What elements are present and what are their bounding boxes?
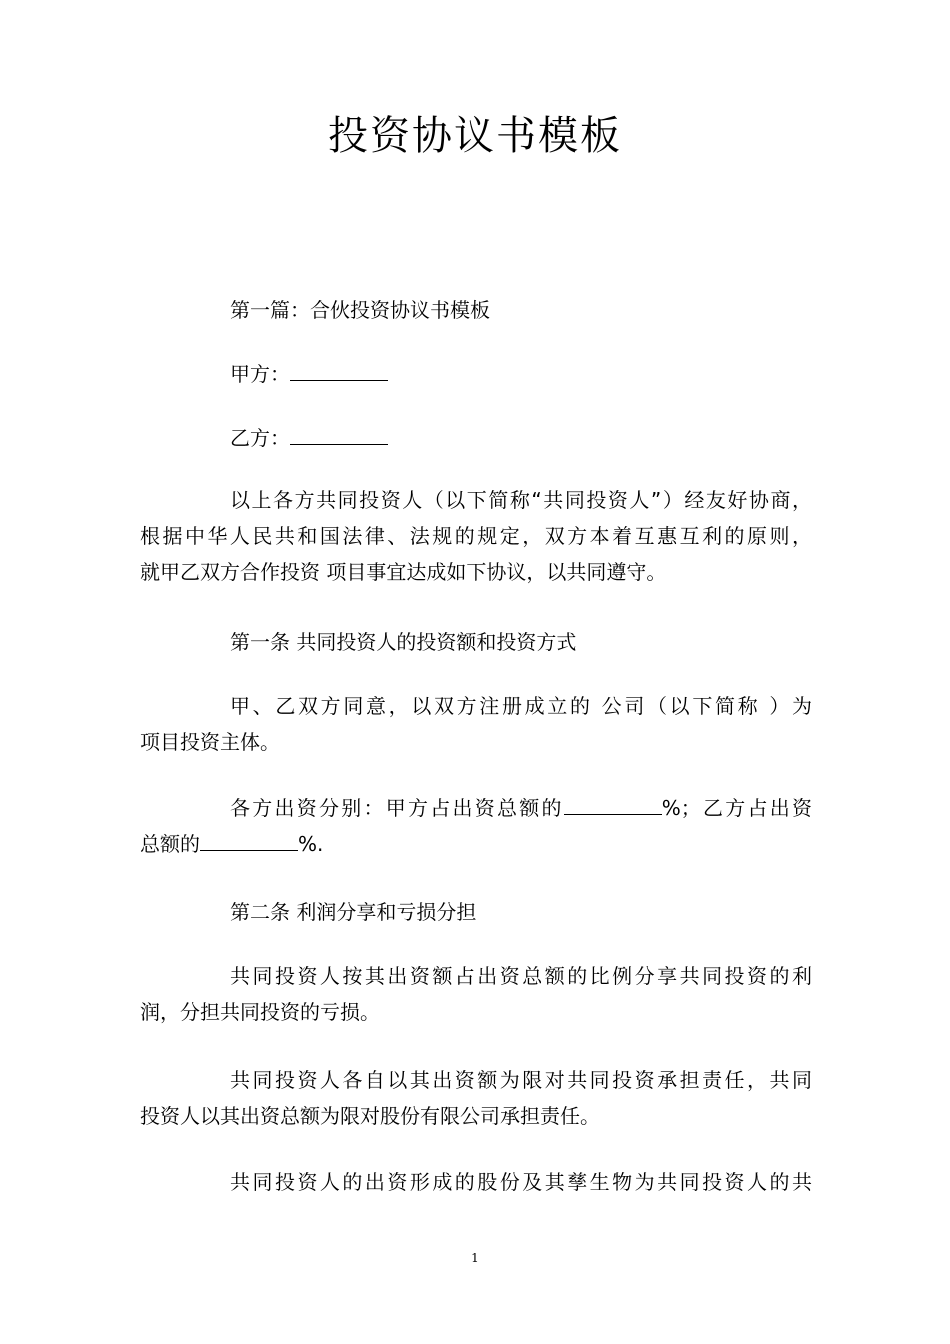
paragraph-shares-ownership: 共同投资人的出资形成的股份及其孳生物为共同投资人的共 bbox=[230, 1170, 812, 1194]
paragraph-profit-sharing: 共同投资人按其出资额占出资总额的比例分享共同投资的利 润，分担共同投资的亏损。 bbox=[140, 964, 812, 1024]
document-title: 投资协议书模板 bbox=[328, 113, 622, 159]
paragraph-investment-entity: 甲、乙双方同意，以双方注册成立的 公司（以下简称 ）为 项目投资主体。 bbox=[140, 694, 812, 754]
paragraph-liability: 共同投资人各自以其出资额为限对共同投资承担责任，共同 投资人以其出资总额为限对股份有限公司承担责任。 bbox=[140, 1068, 812, 1128]
paragraph-contribution-ratio: 各方出资分别：甲方占出资总额的 %；乙方占出资 总额的 %. bbox=[140, 790, 812, 862]
party-a-percent-blank bbox=[564, 792, 662, 815]
party-b-line bbox=[140, 420, 812, 456]
party-b-label: 乙方： bbox=[230, 426, 290, 450]
party-b-percent-blank bbox=[200, 828, 298, 851]
party-a-line bbox=[140, 356, 812, 392]
party-a-label: 甲方： bbox=[230, 362, 290, 386]
party-a-blank bbox=[290, 358, 388, 381]
party-b-blank bbox=[290, 422, 388, 445]
article-2-heading: 第二条 利润分享和亏损分担 bbox=[230, 900, 477, 924]
paragraph-part-heading: 第一篇：合伙投资协议书模板 bbox=[230, 298, 490, 322]
page-number: 1 bbox=[471, 1251, 479, 1265]
paragraph-preamble: 以上各方共同投资人（以下简称“共同投资人”）经友好协商， 根据中华人民共和国法律、法规的规定，双方本着互惠互利的原则， 就甲乙双方合作投资 项目事宜达成如下协议，以共同遵守。 bbox=[140, 488, 812, 584]
article-1-heading: 第一条 共同投资人的投资额和投资方式 bbox=[230, 630, 577, 654]
